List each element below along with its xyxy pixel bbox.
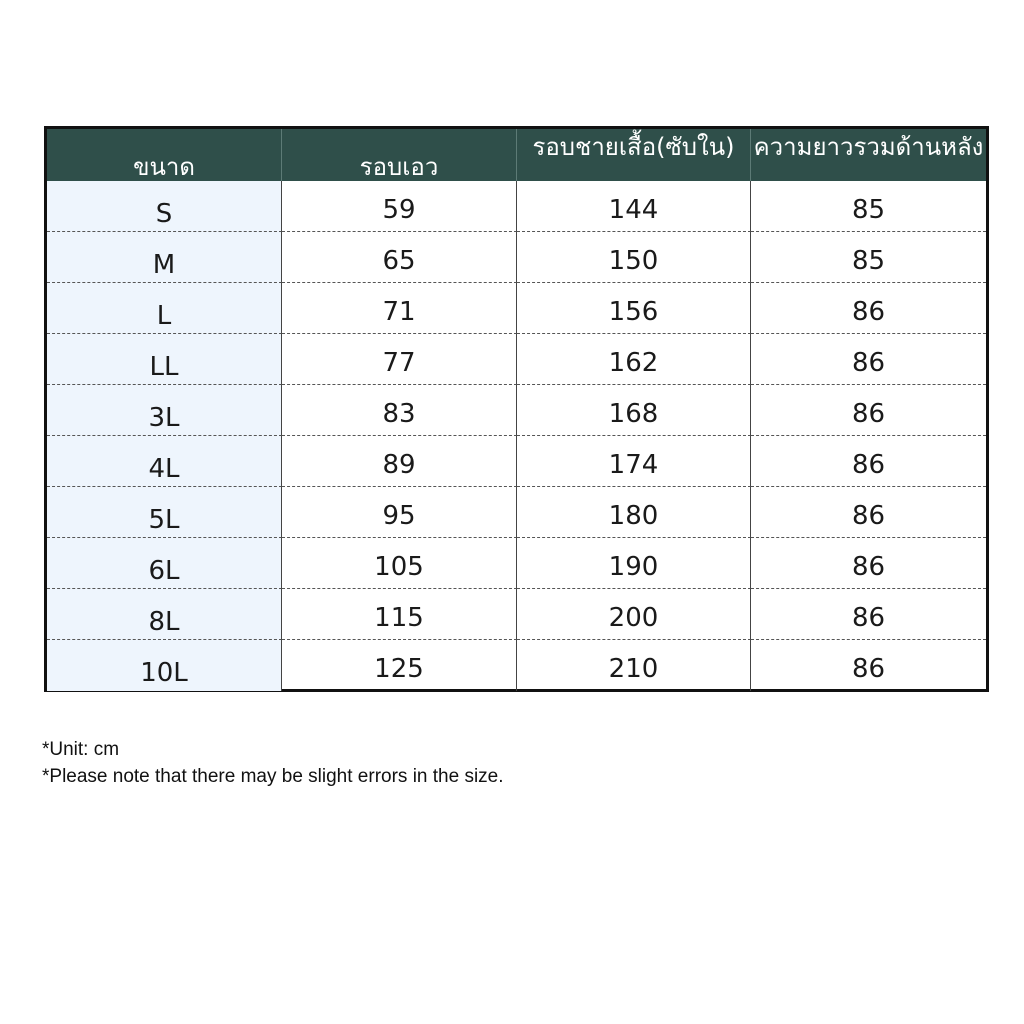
cell-size: L	[47, 283, 282, 334]
size-chart-table	[44, 126, 989, 692]
cell-back-length: 86	[751, 385, 986, 436]
table-row	[47, 181, 986, 232]
cell-size: S	[47, 181, 282, 232]
cell-waist: 115	[282, 589, 517, 640]
cell-size: 6L	[47, 538, 282, 589]
cell-waist: 105	[282, 538, 517, 589]
table-row	[47, 589, 986, 640]
cell-hem-lining: 168	[517, 385, 751, 436]
header-hem-lining: รอบชายเสื้อ(ซับใน)	[517, 129, 751, 181]
cell-size: M	[47, 232, 282, 283]
cell-hem-lining: 156	[517, 283, 751, 334]
header-back-length: ความยาวรวมด้านหลัง	[753, 133, 984, 161]
table-row	[47, 283, 986, 334]
table-row	[47, 487, 986, 538]
cell-back-length: 86	[751, 589, 986, 640]
cell-size: 5L	[47, 487, 282, 538]
cell-size: 4L	[47, 436, 282, 487]
cell-size: 8L	[47, 589, 282, 640]
note-disclaimer: *Please note that there may be slight errors in the size.	[42, 766, 504, 787]
cell-hem-lining: 174	[517, 436, 751, 487]
notes	[42, 736, 504, 790]
table-row	[47, 538, 986, 589]
table-header-row	[47, 129, 986, 181]
cell-waist: 59	[282, 181, 517, 232]
table-row	[47, 640, 986, 691]
cell-back-length: 85	[751, 181, 986, 232]
cell-hem-lining: 162	[517, 334, 751, 385]
header-size: ขนาด	[47, 129, 282, 181]
header-waist: รอบเอว	[282, 129, 517, 181]
cell-back-length: 86	[751, 436, 986, 487]
table-row	[47, 334, 986, 385]
cell-hem-lining: 150	[517, 232, 751, 283]
table-row	[47, 232, 986, 283]
table-row	[47, 436, 986, 487]
cell-back-length: 86	[751, 487, 986, 538]
note-unit: *Unit: cm	[42, 739, 120, 760]
cell-hem-lining: 180	[517, 487, 751, 538]
cell-waist: 83	[282, 385, 517, 436]
cell-hem-lining: 210	[517, 640, 751, 691]
cell-waist: 65	[282, 232, 517, 283]
cell-waist: 77	[282, 334, 517, 385]
cell-size: LL	[47, 334, 282, 385]
cell-hem-lining: 190	[517, 538, 751, 589]
cell-waist: 125	[282, 640, 517, 691]
cell-size: 10L	[47, 640, 282, 691]
table-row	[47, 385, 986, 436]
cell-hem-lining: 144	[517, 181, 751, 232]
cell-waist: 89	[282, 436, 517, 487]
cell-waist: 71	[282, 283, 517, 334]
cell-back-length: 86	[851, 654, 886, 684]
cell-size: 3L	[47, 385, 282, 436]
cell-waist: 95	[282, 487, 517, 538]
cell-back-length: 85	[751, 232, 986, 283]
table-body	[47, 181, 986, 691]
cell-hem-lining: 200	[517, 589, 751, 640]
cell-back-length: 86	[751, 283, 986, 334]
cell-back-length: 86	[751, 538, 986, 589]
cell-back-length: 86	[751, 334, 986, 385]
